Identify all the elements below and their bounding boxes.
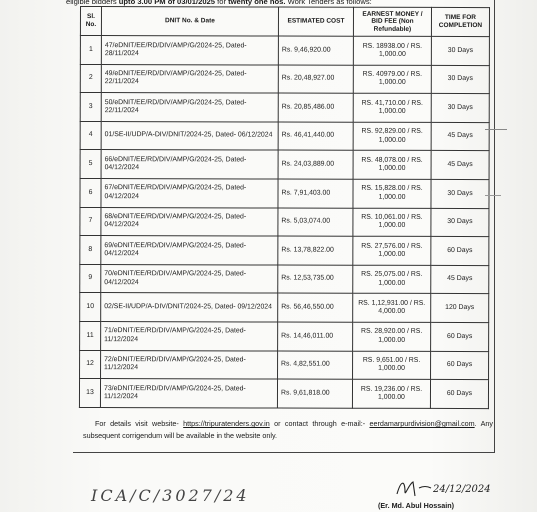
cell-completion-time: 60 Days — [430, 380, 488, 409]
pencil-mark — [485, 129, 507, 130]
cell-completion-time: 120 Days — [431, 294, 489, 323]
cell-sl: 1 — [80, 36, 101, 65]
table-row — [80, 321, 489, 351]
table-row — [80, 236, 489, 266]
header-dnit: DNIT No. & Date — [101, 7, 278, 36]
table-row — [80, 293, 489, 323]
cell-estimated-cost: Rs. 24,03,889.00 — [278, 150, 353, 179]
cell-dnit: 71/eDNIT/EE/RD/DIV/AMP/G/2024-25, Dated- 11/12/2024 — [101, 321, 278, 350]
cell-sl: 2 — [80, 64, 101, 93]
cell-sl: 3 — [80, 93, 101, 122]
cell-sl: 7 — [80, 207, 101, 236]
cell-estimated-cost: Rs. 5,03,074.00 — [278, 208, 353, 237]
cell-earnest-money: RS. 40979.00 / RS. 1,000.00 — [353, 65, 431, 94]
cell-dnit: 67/eDNIT/EE/RD/DIV/AMP/G/2024-25, Dated- 04/12/2024 — [101, 179, 278, 208]
cell-earnest-money: RS. 19,236.00 / RS. 1,000.00 — [352, 379, 430, 408]
cell-dnit: 49/eDNIT/EE/RD/DIV/AMP/G/2024-25, Dated- 22/11/2024 — [101, 64, 278, 93]
cell-estimated-cost: Rs. 46,41,440.00 — [278, 122, 353, 151]
cell-earnest-money: RS. 28,920.00 / RS. 1,000.00 — [353, 322, 431, 351]
table-header-row — [80, 7, 489, 37]
cell-sl: 13 — [79, 379, 100, 408]
cell-dnit: 50/eDNIT/EE/RD/DIV/AMP/G/2024-25, Dated- 22/11/2024 — [101, 93, 278, 122]
header-cost: ESTIMATED COST — [278, 7, 353, 36]
cell-sl: 11 — [80, 321, 101, 350]
cell-completion-time: 45 Days — [431, 151, 489, 180]
cell-sl: 4 — [80, 121, 101, 150]
cell-completion-time: 60 Days — [431, 237, 489, 266]
cell-estimated-cost: Rs. 20,48,927.00 — [278, 65, 353, 94]
table-row — [80, 207, 489, 237]
email-link[interactable]: eerdamarpurdivision@gmail.com — [369, 419, 475, 428]
header-emd: EARNEST MONEY / BID FEE (Non Refundable) — [353, 7, 431, 36]
cell-sl: 12 — [80, 350, 101, 379]
table-row — [79, 379, 488, 409]
cell-sl: 5 — [80, 150, 101, 179]
website-link[interactable]: https://tripuratenders.gov.in — [183, 419, 270, 428]
cell-earnest-money: RS. 1,12,931.00 / RS. 4,000.00 — [353, 294, 431, 323]
cell-earnest-money: RS. 15,828.00 / RS. 1,000.00 — [353, 179, 431, 208]
cell-estimated-cost: Rs. 9,61,818.00 — [277, 379, 352, 408]
cell-estimated-cost: Rs. 56,46,550.00 — [278, 293, 353, 322]
cell-estimated-cost: Rs. 9,46,920.00 — [278, 36, 353, 65]
cell-dnit: 72/eDNIT/EE/RD/DIV/AMP/G/2024-25, Dated- 11/12/2024 — [101, 350, 278, 379]
cell-completion-time: 60 Days — [431, 351, 489, 380]
cell-dnit: 01/SE-II/UDP/A-DIV/DNIT/2024-25, Dated- 06/12/2024 — [101, 121, 278, 150]
header-time: TIME FOR COMPLETION — [431, 7, 489, 36]
signature-date: 24/12/2024 — [433, 484, 491, 495]
table-row — [80, 36, 489, 66]
tender-table — [79, 6, 490, 409]
cell-completion-time: 45 Days — [431, 122, 489, 151]
cell-estimated-cost: Rs. 4,82,551.00 — [278, 351, 353, 380]
cell-estimated-cost: Rs. 12,53,735.00 — [278, 265, 353, 294]
cell-sl: 8 — [80, 236, 101, 265]
cell-dnit: 47/eDNIT/EE/RD/DIV/AMP/G/2024-25, Dated- 28/11/2024 — [101, 36, 278, 65]
cell-earnest-money: RS. 18938.00 / RS. 1,000.00 — [353, 36, 431, 65]
cell-completion-time: 30 Days — [431, 65, 489, 94]
cell-completion-time: 45 Days — [431, 265, 489, 294]
cell-dnit: 68/eDNIT/EE/RD/DIV/AMP/G/2024-25, Dated- 04/12/2024 — [101, 207, 278, 236]
table-row — [80, 150, 489, 180]
cell-earnest-money: RS. 27,576.00 / RS. 1,000.00 — [353, 236, 431, 265]
table-row — [80, 178, 489, 208]
table-row — [80, 121, 489, 151]
cell-earnest-money: RS. 48,078.00 / RS. 1,000.00 — [353, 151, 431, 180]
cell-earnest-money: RS. 92,829.00 / RS. 1,000.00 — [353, 122, 431, 151]
cell-sl: 10 — [80, 293, 101, 322]
cell-dnit: 66/eDNIT/EE/RD/DIV/AMP/G/2024-25, Dated- 04/12/2024 — [101, 150, 278, 179]
cell-estimated-cost: Rs. 14,46,011.00 — [278, 322, 353, 351]
cell-estimated-cost: Rs. 13,78,822.00 — [278, 236, 353, 265]
footer-note: For details visit website- https://tripuratenders.gov.in or contact through e-mail:- eerdamarpurdivision@gmail.com. Any subsequent corrigendum will be available in the website only. — [83, 419, 494, 440]
signature-image — [393, 474, 497, 502]
table-row — [80, 64, 489, 94]
cell-completion-time: 30 Days — [431, 36, 489, 65]
handwritten-reference: ICA/C/3027/24 — [91, 486, 250, 505]
cell-dnit: 73/eDNIT/EE/RD/DIV/AMP/G/2024-25, Dated- 11/12/2024 — [100, 379, 277, 408]
cell-dnit: 02/SE-II/UDP/A-DIV/DNIT/2024-25, Dated- 09/12/2024 — [101, 293, 278, 322]
intro-text: eligible bidders upto 3.00 PM of 03/01/2025 for twenty one nos. Work Tenders as follows: — [66, 0, 372, 6]
cell-earnest-money: RS. 25,075.00 / RS. 1,000.00 — [353, 265, 431, 294]
cell-earnest-money: RS. 10,061.00 / RS. 1,000.00 — [353, 208, 431, 237]
cell-completion-time: 30 Days — [431, 179, 489, 208]
header-sl: Sl. No. — [80, 7, 101, 36]
pencil-mark — [485, 195, 501, 196]
cell-dnit: 69/eDNIT/EE/RD/DIV/AMP/G/2024-25, Dated- 04/12/2024 — [101, 236, 278, 265]
cell-estimated-cost: Rs. 7,91,403.00 — [278, 179, 353, 208]
signer-name: (Er. Md. Abul Hossain) — [377, 501, 454, 510]
cell-earnest-money: RS. 9,651.00 / RS. 1,000.00 — [353, 351, 431, 380]
table-row — [80, 264, 489, 294]
cell-dnit: 70/eDNIT/EE/RD/DIV/AMP/G/2024-25, Dated- 04/12/2024 — [101, 264, 278, 293]
cell-estimated-cost: Rs. 20,85,486.00 — [278, 93, 353, 122]
cell-completion-time: 30 Days — [431, 94, 489, 123]
cell-earnest-money: RS. 41,710.00 / RS. 1,000.00 — [353, 93, 431, 122]
table-row — [80, 350, 489, 380]
cell-sl: 9 — [80, 264, 101, 293]
table-row — [80, 93, 489, 123]
cell-sl: 6 — [80, 178, 101, 207]
cell-completion-time: 60 Days — [431, 322, 489, 351]
cell-completion-time: 30 Days — [431, 208, 489, 237]
